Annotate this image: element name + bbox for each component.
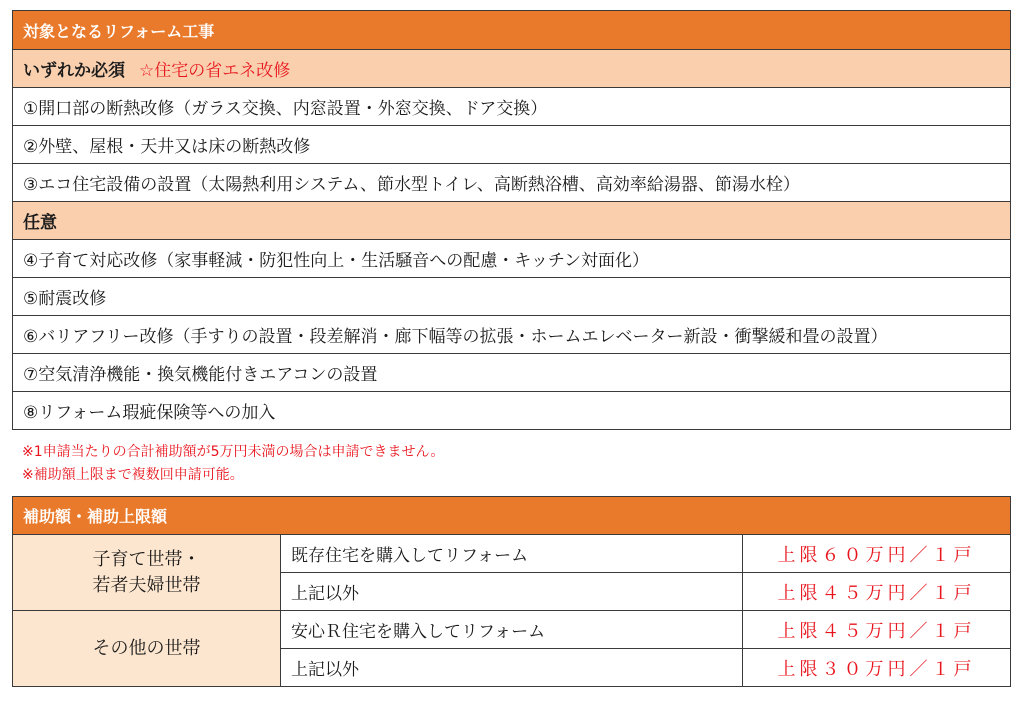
work-item-6: [13, 316, 1010, 353]
limit-cell: [743, 535, 1010, 572]
household-label-line: 若者夫婦世帯: [92, 574, 201, 596]
required-section-note: ☆住宅の省エネ改修: [139, 61, 291, 81]
work-item-8: [13, 392, 1010, 429]
limit-cell: [743, 611, 1010, 648]
note-line-1: ※1申請当たりの合計補助額が5万円未満の場合は申請できません。: [22, 444, 445, 460]
subsidy-table-header: [13, 497, 1010, 534]
condition-text: 上記以外: [291, 660, 359, 680]
work-item-text: ⑥バリアフリー改修（手すりの設置・段差解消・廊下幅等の拡張・ホームエレベーター新設・衝撃緩和畳の設置）: [23, 327, 888, 347]
subsidy-table: [12, 496, 1011, 687]
work-item-4: [13, 240, 1010, 277]
work-item-text: ⑧リフォーム瑕疵保険等への加入: [23, 403, 276, 423]
work-item-text: ⑦空気清浄機能・換気機能付きエアコンの設置: [23, 365, 378, 385]
condition-cell: [281, 649, 742, 686]
optional-section-header: [13, 202, 1010, 239]
work-item-text: ②外壁、屋根・天井又は床の断熱改修: [23, 137, 311, 157]
limit-cell: [743, 649, 1010, 686]
household-label-line: 子育て世帯・: [92, 548, 201, 570]
required-section-label: いずれか必須: [23, 61, 125, 81]
works-table-header: [13, 11, 1010, 49]
work-item-text: ⑤耐震改修: [23, 289, 107, 309]
work-item-1: [13, 88, 1010, 125]
reform-works-table: [12, 10, 1011, 430]
limit-text: 上限３０万円／１戸: [777, 658, 976, 680]
condition-text: 安心Ｒ住宅を購入してリフォーム: [291, 622, 546, 642]
optional-section-label: 任意: [23, 213, 57, 233]
work-item-3: [13, 164, 1010, 201]
limit-text: 上限４５万円／１戸: [777, 582, 976, 604]
condition-cell: [281, 535, 742, 572]
notes: [22, 441, 1002, 487]
condition-cell: [281, 573, 742, 610]
limit-cell: [743, 573, 1010, 610]
works-table-title: 対象となるリフォーム工事: [23, 21, 215, 41]
limit-text: 上限４５万円／１戸: [777, 620, 976, 642]
work-item-2: [13, 126, 1010, 163]
condition-text: 既存住宅を購入してリフォーム: [291, 546, 529, 566]
note-line-2: ※補助額上限まで複数回申請可能。: [22, 467, 244, 483]
subsidy-table-title: 補助額・補助上限額: [23, 507, 168, 526]
household-label-line: その他の世帯: [92, 637, 201, 659]
household-cell-child-rearing: [13, 535, 280, 610]
work-item-5: [13, 278, 1010, 315]
limit-text: 上限６０万円／１戸: [777, 544, 976, 566]
household-cell-other: [13, 611, 280, 686]
work-item-text: ④子育て対応改修（家事軽減・防犯性向上・生活騒音への配慮・キッチン対面化）: [23, 251, 650, 271]
work-item-text: ①開口部の断熱改修（ガラス交換、内窓設置・外窓交換、ドア交換）: [23, 99, 548, 119]
required-section-header: [13, 50, 1010, 87]
work-item-7: [13, 354, 1010, 391]
condition-cell: [281, 611, 742, 648]
work-item-text: ③エコ住宅設備の設置（太陽熱利用システム、節水型トイレ、高断熱浴槽、高効率給湯器、節湯水栓）: [23, 175, 800, 195]
condition-text: 上記以外: [291, 584, 359, 604]
